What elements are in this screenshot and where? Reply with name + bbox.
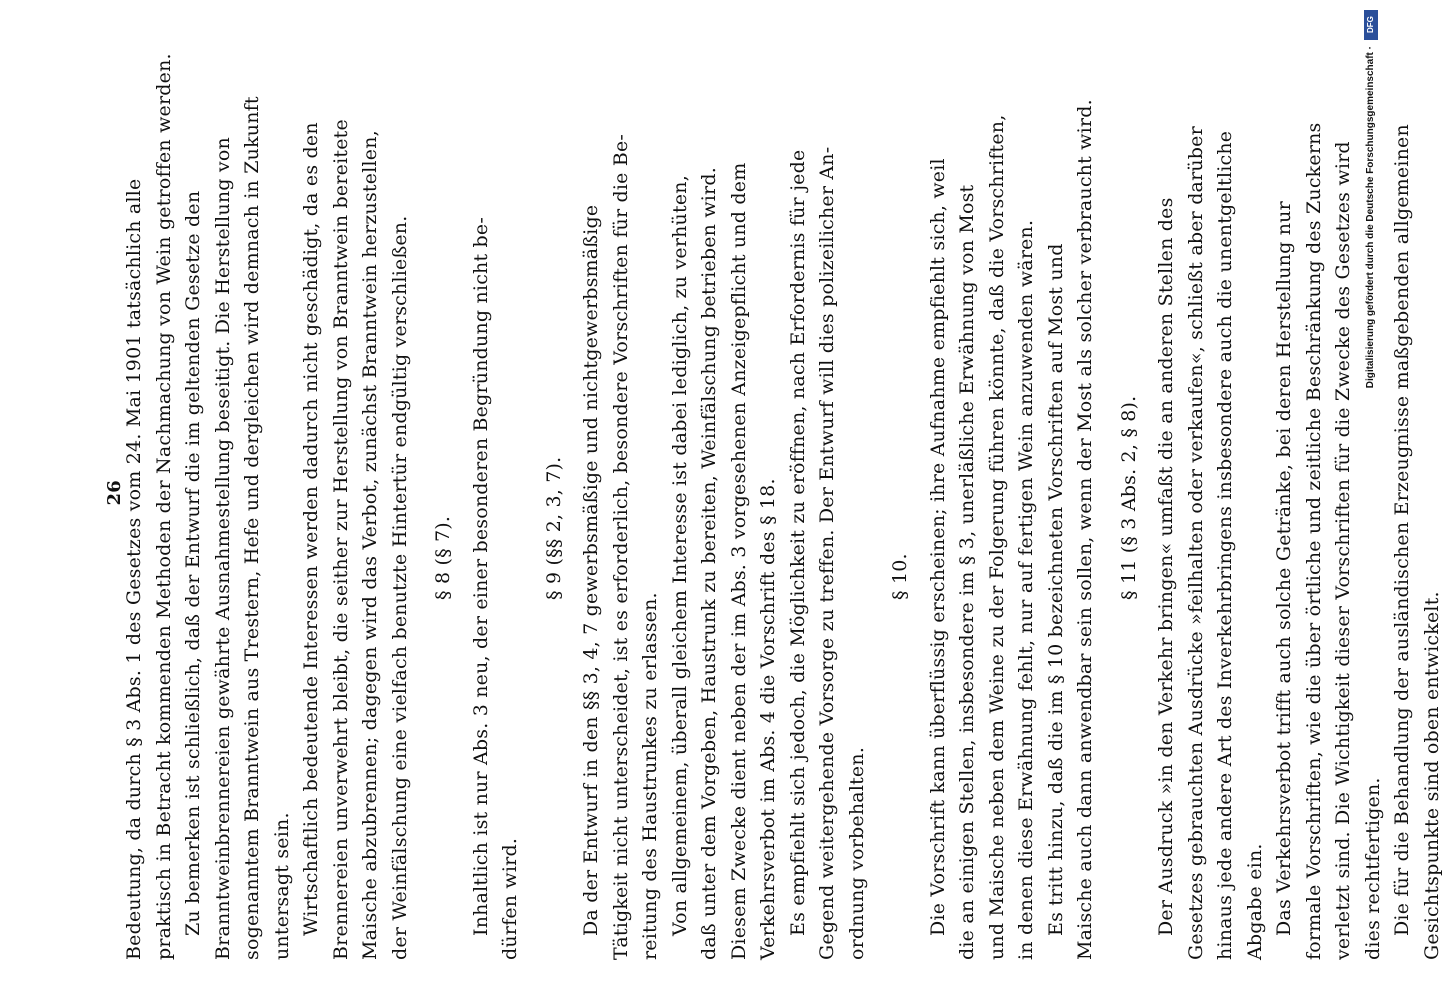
text-line: Zu bemerken ist schließlich, daß der Entwurf die im geltenden Gesetze den: [182, 190, 204, 936]
text-line: Bedeutung, da durch § 3 Abs. 1 des Gesetzes vom 24. Mai 1901 tatsächlich alle: [123, 178, 145, 960]
text-line: Da der Entwurf in den §§ 3, 4, 7 gewerbsmäßige und nichtgewerbsmäßige: [580, 204, 602, 936]
text-line: Brennereien unverwehrt bleibt, die seither zur Herstellung von Branntwein bereitete: [329, 119, 352, 960]
text-line: Gesetzes gebrauchten Ausdrücke »feilhalten oder verkaufen«, schließt aber darüber: [1184, 126, 1207, 960]
text-line: Die Vorschrift kann überflüssig erscheinen; ihre Aufnahme empfiehlt sich, weil: [926, 158, 949, 936]
text-line: der Weinfälschung eine vielfach benutzte Hintertür endgültig verschließen.: [388, 215, 411, 960]
text-line: Der Ausdruck »in den Verkehr bringen« umfaßt die an anderen Stellen des: [1155, 197, 1177, 936]
text-line: reitung des Haustrunkes zu erlassen.: [639, 592, 661, 960]
text-line: Branntweinbrennereien gewährte Ausnahmestellung beseitigt. Die Herstellung von: [211, 137, 234, 960]
section-heading: § 8 (§ 7).: [432, 515, 454, 600]
section-heading: § 10.: [889, 553, 911, 600]
text-line: Von allgemeinem, überall gleichem Interesse ist dabei lediglich, zu verhüten,: [668, 175, 691, 936]
text-line: dies rechtfertigen.: [1361, 777, 1384, 960]
text-line: Diesem Zwecke dient neben der im Abs. 3 vorgesehenen Anzeigepflicht und dem: [727, 162, 750, 960]
text-block: [3, 53, 1443, 960]
text-line: Es empfiehlt sich jedoch, die Möglichkeit zu eröffnen, nach Erfordernis für jede: [786, 149, 809, 936]
page-number: 26: [104, 480, 125, 506]
text-line: die an einigen Stellen, insbesondere im § 3, unerläßliche Erwähnung von Most: [956, 184, 978, 960]
text-line: Die für die Behandlung der ausländischen Erzeugnisse maßgebenden allgemeinen: [1391, 124, 1413, 936]
text-line: praktisch in Betracht kommenden Methoden der Nachmachung von Wein getroffen werden.: [152, 53, 175, 960]
text-line: untersagt sein.: [270, 812, 293, 960]
text-line: dürfen wird.: [499, 837, 521, 960]
text-line: hinaus jede andere Art des Inverkehrbringens insbesondere auch die unentgeltliche: [1214, 130, 1236, 960]
text-line: Das Verkehrsverbot trifft auch solche Getränke, bei deren Herstellung nur: [1273, 201, 1295, 936]
text-line: Verkehrsverbot im Abs. 4 die Vorschrift des § 18.: [757, 478, 779, 960]
text-line: Gesichtspunkte sind oben entwickelt.: [1420, 591, 1443, 960]
dfg-logo: DFG: [1364, 10, 1378, 40]
text-line: Maische abzubrennen; dagegen wird das Verbot, zunächst Branntwein herzustellen,: [359, 130, 381, 960]
text-line: Maische auch dann anwendbar sein sollen, wenn der Most als solcher verbraucht wird.: [1074, 99, 1096, 960]
text-line: Wirtschaftlich bedeutende Interessen werden dadurch nicht geschädigt, da es den: [300, 122, 322, 936]
dfg-stamp: [1362, 6, 1382, 826]
text-line: Gegend weitergehende Vorsorge zu treffen. Der Entwurf will dies polizeilicher An-: [816, 146, 838, 960]
text-line: Tätigkeit nicht unterscheidet, ist es erforderlich, besondere Vorschriften für die Be-: [609, 133, 632, 960]
dfg-funding-note: Digitalisierung gefördert durch die Deutsche Forschungsgemeinschaft ·: [1365, 46, 1376, 389]
section-heading: § 11 (§ 3 Abs. 2, § 8).: [1117, 395, 1140, 600]
text-line: Inhaltlich ist nur Abs. 3 neu, der einer besonderen Begründung nicht be-: [469, 217, 492, 936]
text-line: verletzt sind. Die Wichtigkeit dieser Vorschriften für die Zwecke des Gesetzes wird: [1332, 141, 1354, 960]
section-heading: § 9 (§§ 2, 3, 7).: [542, 456, 565, 600]
text-line: und Maische neben dem Weine zu der Folgerung führen könnte, daß die Vorschriften,: [985, 114, 1008, 960]
text-line: Abgabe ein.: [1243, 843, 1266, 960]
text-line: formale Vorschriften, wie die über örtliche und zeitliche Beschränkung des Zuckerns: [1302, 122, 1325, 960]
text-line: sogenanntem Branntwein aus Trestern, Hefe und dergleichen wird demnach in Zukunft: [241, 96, 263, 960]
text-line: in denen diese Erwähnung fehlt, nur auf fertigen Wein anzuwenden wären.: [1015, 219, 1037, 960]
text-line: ordnung vorbehalten.: [845, 746, 868, 960]
text-line: daß unter dem Vorgeben, Haustrunk zu bereiten, Weinfälschung betrieben wird.: [698, 167, 720, 960]
text-line: Es tritt hinzu, daß die im § 10 bezeichneten Vorschriften auf Most und: [1044, 243, 1067, 936]
